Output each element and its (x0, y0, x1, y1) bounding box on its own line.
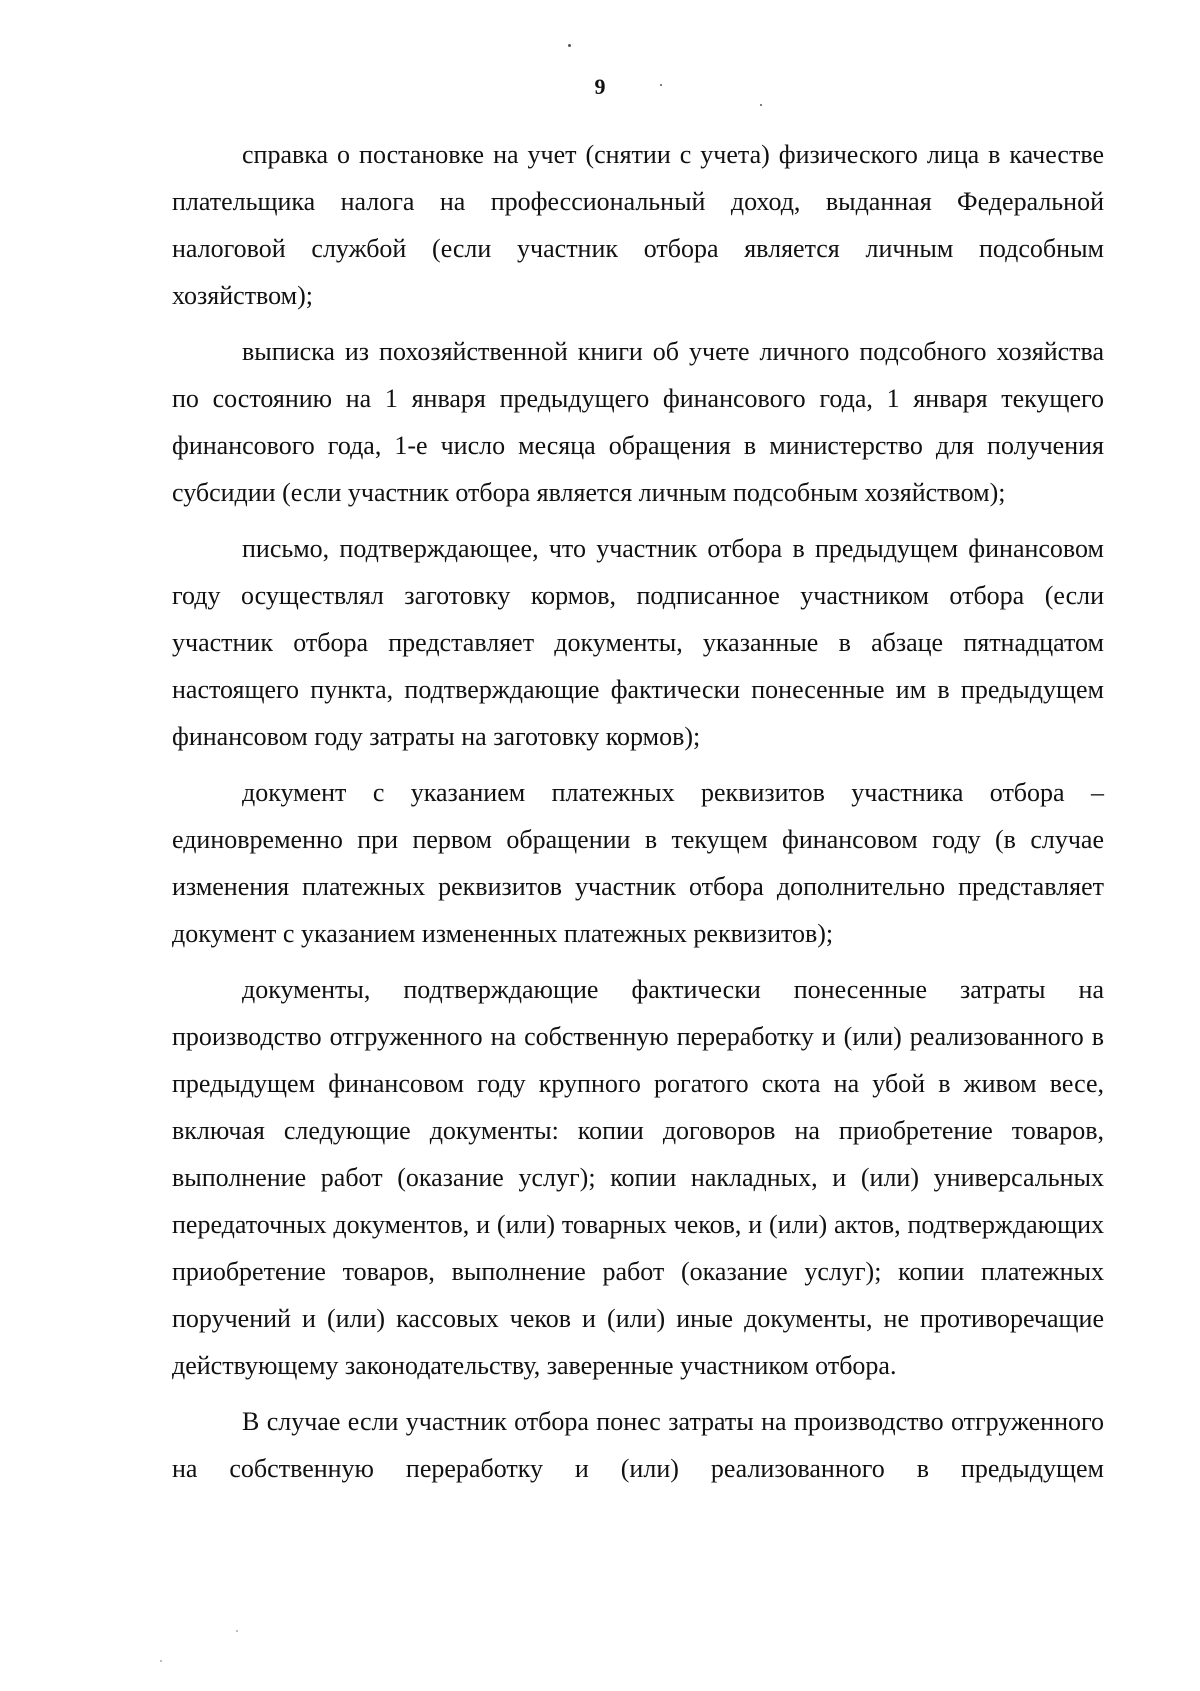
scan-speck (660, 84, 662, 86)
paragraph: выписка из похозяйственной книги об учете личного подсобного хозяйства по состоянию на 1 января предыдущего финансового года, 1 января текущего финансового года, 1-е число месяца обращения в министерство для получения субсидии (если участник отбора является личным подсобным хозяйством); (172, 337, 1104, 507)
scan-speck (236, 1630, 238, 1632)
paragraph: документы, подтверждающие фактически понесенные затраты на производство отгруженного на собственную переработку и (или) реализованного в предыдущем финансовом году крупного рогатого скота на убой в живом весе, включая следующие документы: копии договоров на приобретение товаров, выполнение работ (оказание услуг); копии накладных, и (или) универсальных передаточных документов, и (или) товарных чеков, и (или) актов, подтверждающих приобретение товаров, выполнение работ (оказание услуг); копии платежных поручений и (или) кассовых чеков и (или) иные документы, не противоречащие действующему законодательству, заверенные участником отбора. (172, 975, 1104, 1380)
scan-speck (568, 44, 571, 47)
scan-speck (160, 1660, 162, 1662)
paragraph: справка о постановке на учет (снятии с учета) физического лица в качестве плательщика налога на профессиональный доход, выданная Федеральной налоговой службой (если участник отбора является личным подсобным хозяйством); (172, 140, 1104, 310)
paragraph: письмо, подтверждающее, что участник отбора в предыдущем финансовом году осуществлял заготовку кормов, подписанное участником отбора (если участник отбора представляет документы, указанные в абзаце пятнадцатом настоящего пункта, подтверждающие фактически понесенные им в предыдущем финансовом году затраты на заготовку кормов); (172, 534, 1104, 751)
document-body (172, 131, 1104, 1501)
paragraph: В случае если участник отбора понес затраты на производство отгруженного на собственную переработку и (или) реализованного в предыдущем (172, 1407, 1104, 1483)
page-number: 9 (594, 74, 606, 99)
paragraph: документ с указанием платежных реквизитов участника отбора – единовременно при первом обращении в текущем финансовом году (в случае изменения платежных реквизитов участник отбора дополнительно представляет документ с указанием измененных платежных реквизитов); (172, 778, 1104, 948)
scan-speck (760, 104, 762, 106)
